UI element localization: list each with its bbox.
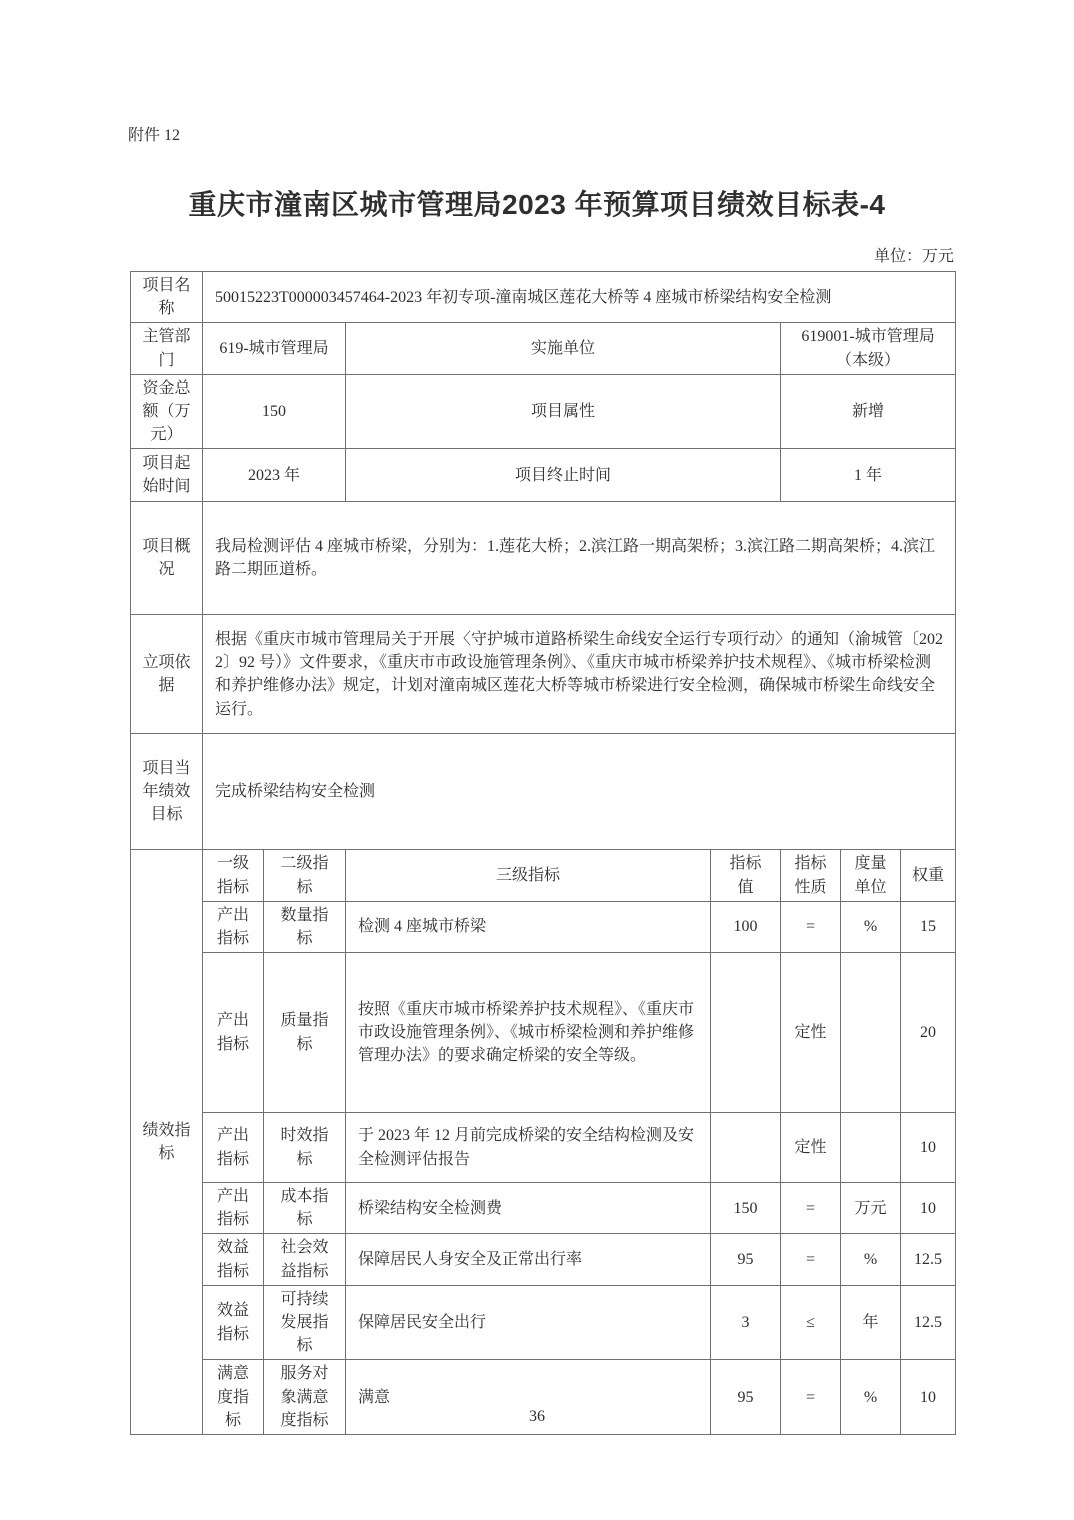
header-level1: 一级指标: [203, 850, 264, 901]
indicator-row: [131, 901, 956, 952]
indicator-weight: 15: [901, 901, 956, 952]
indicator-level2: 质量指标: [264, 953, 346, 1113]
annual-goal-label: 项目当年绩效目标: [131, 734, 203, 850]
indicator-value: 95: [711, 1234, 781, 1285]
header-unit: 度量单位: [841, 850, 901, 901]
indicator-nature: ≤: [781, 1285, 841, 1360]
header-weight: 权重: [901, 850, 956, 901]
indicator-level2: 时效指标: [264, 1113, 346, 1183]
table-row: [131, 374, 956, 449]
table-row: [131, 449, 956, 502]
end-time-value: 1 年: [781, 449, 956, 502]
indicator-nature: =: [781, 1183, 841, 1234]
indicator-row: [131, 1234, 956, 1285]
indicator-level2: 社会效益指标: [264, 1234, 346, 1285]
indicator-level3: 保障居民安全出行: [346, 1285, 711, 1360]
attribute-value: 新增: [781, 374, 956, 449]
indicator-nature: 定性: [781, 953, 841, 1113]
indicator-nature: =: [781, 1360, 841, 1435]
indicator-row: [131, 1113, 956, 1183]
indicator-level2: 成本指标: [264, 1183, 346, 1234]
indicator-nature: =: [781, 1234, 841, 1285]
indicator-weight: 10: [901, 1183, 956, 1234]
basis-value: 根据《重庆市城市管理局关于开展〈守护城市道路桥梁生命线安全运行专项行动〉的通知（渝城管〔2022〕92 号）》文件要求，《重庆市市政设施管理条例》、《重庆市城市桥梁养护技术规程》、《城市桥梁检测和养护维修办法》规定，计划对潼南城区莲花大桥等城市桥梁进行安全检测，确保城市桥梁生命线安全运行。: [203, 615, 956, 734]
amount-label: 资金总额（万元）: [131, 374, 203, 449]
indicator-unit: [841, 1113, 901, 1183]
indicator-value: [711, 953, 781, 1113]
overview-value: 我局检测评估 4 座城市桥梁，分别为：1.莲花大桥；2.滨江路一期高架桥；3.滨江路二期高架桥；4.滨江路二期匝道桥。: [203, 502, 956, 615]
indicator-unit: 万元: [841, 1183, 901, 1234]
unit-note: 单位：万元: [873, 248, 954, 265]
indicator-unit: %: [841, 1234, 901, 1285]
indicator-nature: =: [781, 901, 841, 952]
start-time-value: 2023 年: [203, 449, 346, 502]
indicator-weight: 10: [901, 1113, 956, 1183]
project-name-value: 50015223T000003457464-2023 年初专项-潼南城区莲花大桥等 4 座城市桥梁结构安全检测: [203, 272, 956, 323]
dept-label: 主管部门: [131, 323, 203, 374]
indicator-level2: 数量指标: [264, 901, 346, 952]
indicator-level1: 产出指标: [203, 1183, 264, 1234]
header-value: 指标值: [711, 850, 781, 901]
table-row: [131, 272, 956, 323]
indicator-level3: 于 2023 年 12 月前完成桥梁的安全结构检测及安全检测评估报告: [346, 1113, 711, 1183]
indicator-level3: 保障居民人身安全及正常出行率: [346, 1234, 711, 1285]
indicator-level3: 检测 4 座城市桥梁: [346, 901, 711, 952]
table-row: [131, 615, 956, 734]
attachment-label: 附件 12: [128, 127, 181, 144]
indicator-nature: 定性: [781, 1113, 841, 1183]
table-row: [131, 323, 956, 374]
indicator-unit: [841, 953, 901, 1113]
dept-value: 619-城市管理局: [203, 323, 346, 374]
indicator-row: [131, 1285, 956, 1360]
header-level3: 三级指标: [346, 850, 711, 901]
indicator-level1: 产出指标: [203, 953, 264, 1113]
indicator-unit: 年: [841, 1285, 901, 1360]
indicator-section-label: 绩效指标: [131, 850, 203, 1435]
indicator-level3: 桥梁结构安全检测费: [346, 1183, 711, 1234]
amount-value: 150: [203, 374, 346, 449]
indicator-weight: 20: [901, 953, 956, 1113]
indicator-weight: 10: [901, 1360, 956, 1435]
indicator-value: [711, 1113, 781, 1183]
indicator-level1: 效益指标: [203, 1234, 264, 1285]
indicator-value: 100: [711, 901, 781, 952]
indicator-value: 3: [711, 1285, 781, 1360]
indicator-weight: 12.5: [901, 1285, 956, 1360]
header-level2: 二级指标: [264, 850, 346, 901]
indicator-value: 95: [711, 1360, 781, 1435]
indicator-weight: 12.5: [901, 1234, 956, 1285]
indicator-unit: %: [841, 901, 901, 952]
indicator-level1: 产出指标: [203, 901, 264, 952]
indicator-level1: 效益指标: [203, 1285, 264, 1360]
table-row: [131, 734, 956, 850]
page-title: 重庆市潼南区城市管理局2023 年预算项目绩效目标表-4: [188, 189, 886, 220]
indicator-level2: 可持续发展指标: [264, 1285, 346, 1360]
indicator-level1: 产出指标: [203, 1113, 264, 1183]
page-number: 36: [529, 1408, 545, 1425]
impl-unit-value: 619001-城市管理局（本级）: [781, 323, 956, 374]
header-nature: 指标性质: [781, 850, 841, 901]
indicator-header-row: [131, 850, 956, 901]
annual-goal-value: 完成桥梁结构安全检测: [203, 734, 956, 850]
indicator-unit: %: [841, 1360, 901, 1435]
project-name-label: 项目名称: [131, 272, 203, 323]
indicator-level3: 满意: [346, 1360, 711, 1435]
start-time-label: 项目起始时间: [131, 449, 203, 502]
impl-unit-label: 实施单位: [346, 323, 781, 374]
overview-label: 项目概况: [131, 502, 203, 615]
indicator-level1: 满意度指标: [203, 1360, 264, 1435]
end-time-label: 项目终止时间: [346, 449, 781, 502]
indicator-value: 150: [711, 1183, 781, 1234]
table-row: [131, 502, 956, 615]
indicator-level3: 按照《重庆市城市桥梁养护技术规程》、《重庆市市政设施管理条例》、《城市桥梁检测和养护维修管理办法》的要求确定桥梁的安全等级。: [346, 953, 711, 1113]
basis-label: 立项依据: [131, 615, 203, 734]
attribute-label: 项目属性: [346, 374, 781, 449]
indicator-level2: 服务对象满意度指标: [264, 1360, 346, 1435]
budget-performance-table: [130, 271, 956, 1435]
indicator-row: [131, 1183, 956, 1234]
indicator-row: [131, 953, 956, 1113]
